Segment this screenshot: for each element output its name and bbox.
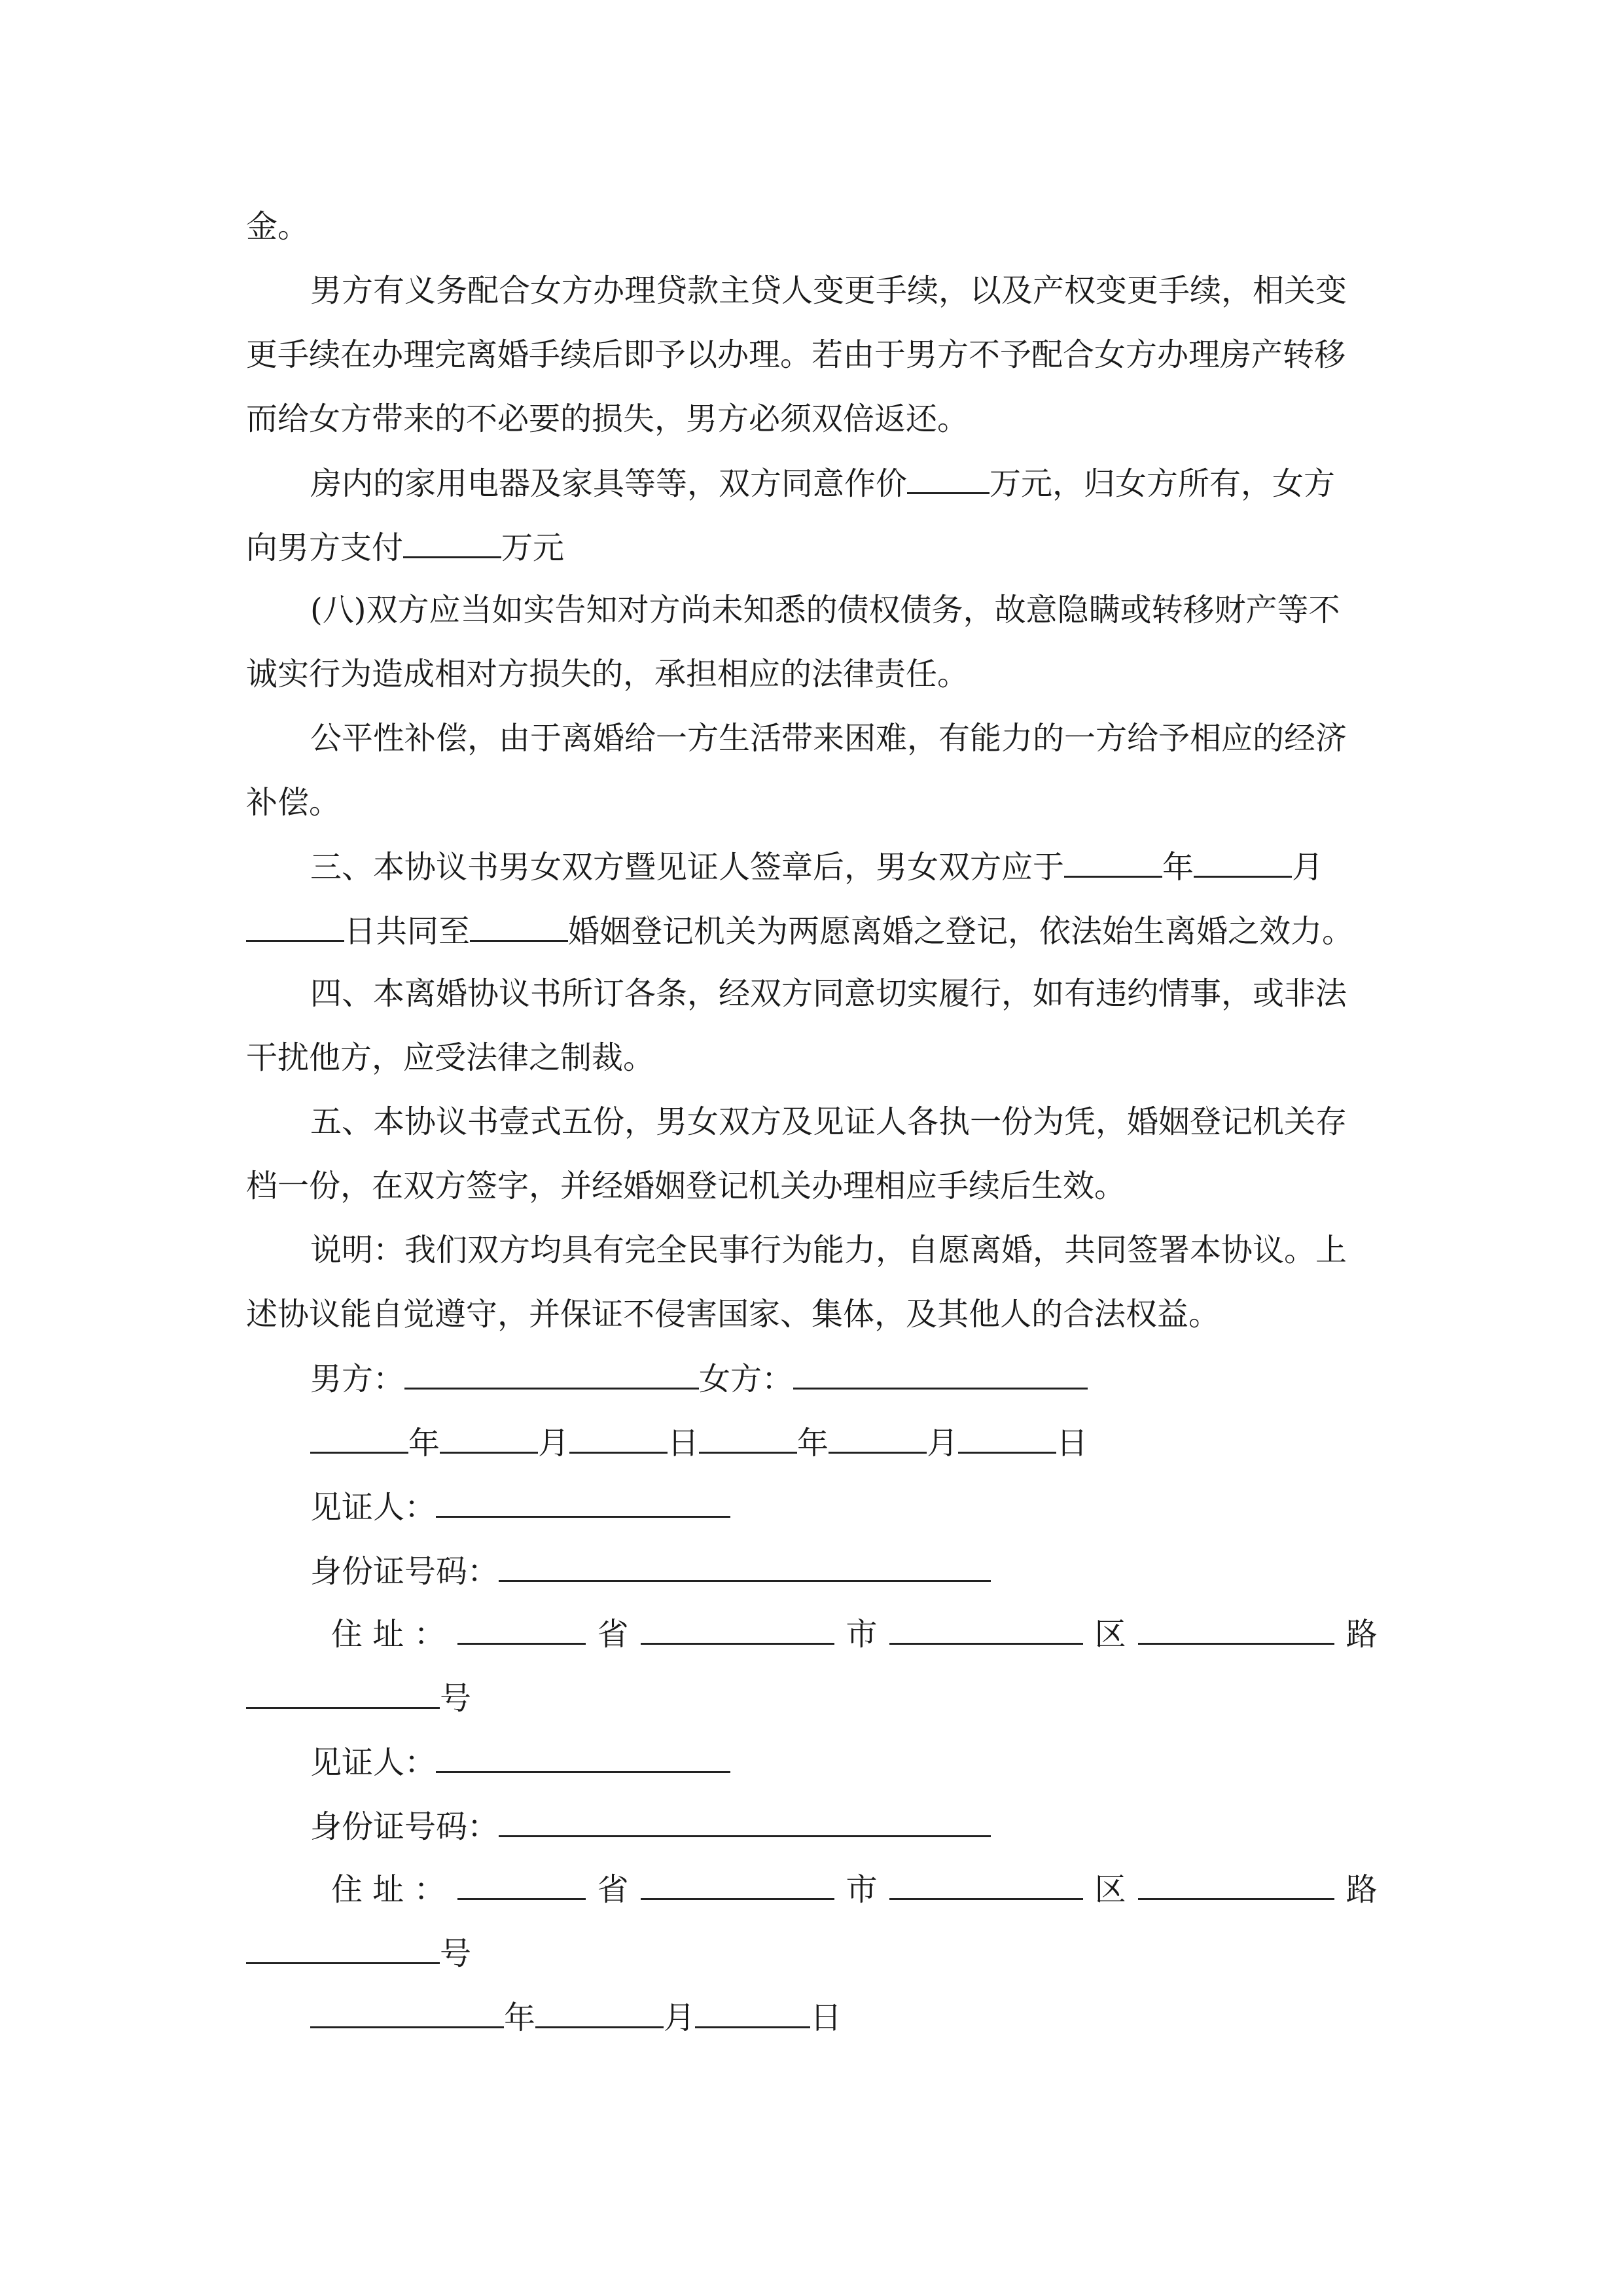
witness1-id-line	[310, 1551, 991, 1590]
female-year-field[interactable]	[699, 1423, 797, 1454]
text: 月	[1292, 849, 1324, 886]
final-month-field[interactable]	[535, 1998, 664, 2028]
witness2-id-field[interactable]	[499, 1806, 991, 1837]
road-field[interactable]	[1138, 1869, 1334, 1900]
paragraph-line	[246, 783, 340, 822]
witness2-name-field[interactable]	[436, 1742, 730, 1773]
signature-line	[310, 1359, 1088, 1398]
witness1-line	[310, 1487, 730, 1526]
female-month-field[interactable]	[829, 1423, 927, 1454]
text: 号	[440, 1935, 472, 1972]
text: 述协议能自觉遵守，并保证不侵害国家、集体，及其他人的合法权益。	[246, 1296, 1221, 1333]
text: 更手续在办理完离婚手续后即予以办理。若由于男方不予配合女方办理房产转移	[246, 336, 1346, 373]
witness1-number-line	[246, 1678, 471, 1717]
text: 房内的家用电器及家具等等，双方同意作价	[310, 465, 908, 502]
paragraph-line	[310, 1102, 1347, 1141]
house-number-field[interactable]	[246, 1678, 440, 1709]
paragraph-line	[246, 1038, 654, 1077]
text: 男方有义务配合女方办理贷款主贷人变更手续，以及产权变更手续，相关变	[310, 272, 1347, 309]
district-field[interactable]	[889, 1614, 1083, 1645]
text: 年	[504, 2000, 536, 2036]
male-day-field[interactable]	[569, 1423, 668, 1454]
witness2-number-line	[246, 1933, 471, 1973]
witness-label: 见证人：	[310, 1489, 437, 1526]
paragraph-line	[246, 1166, 1126, 1206]
paragraph-line	[310, 463, 1335, 503]
text: 市	[846, 1616, 878, 1653]
male-month-field[interactable]	[440, 1423, 538, 1454]
house-number-field[interactable]	[246, 1933, 440, 1964]
road-field[interactable]	[1138, 1614, 1334, 1645]
paragraph-line	[310, 974, 1347, 1013]
male-signature-field[interactable]	[404, 1359, 699, 1390]
text: 省	[597, 1871, 629, 1908]
paragraph-line	[310, 271, 1347, 310]
text: 月	[538, 1425, 570, 1462]
text: 省	[597, 1616, 629, 1653]
text: 档一份，在双方签字，并经婚姻登记机关办理相应手续后生效。	[246, 1168, 1126, 1204]
witness2-id-line	[310, 1806, 991, 1846]
paragraph-line	[310, 719, 1347, 758]
female-signature-field[interactable]	[793, 1359, 1088, 1390]
witness1-name-field[interactable]	[436, 1487, 730, 1518]
text: 年	[797, 1425, 829, 1462]
id-label: 身份证号码：	[310, 1553, 499, 1590]
paragraph-line	[246, 655, 969, 694]
text: 年	[1162, 849, 1194, 886]
text: 金。	[246, 208, 310, 245]
price-blank[interactable]	[907, 463, 990, 494]
paragraph-line	[246, 207, 309, 246]
text: 区	[1094, 1616, 1126, 1653]
month-blank[interactable]	[1194, 847, 1292, 878]
paragraph-line	[246, 528, 564, 567]
text: 向男方支付	[246, 529, 404, 566]
paragraph-line	[310, 1230, 1347, 1270]
text: 区	[1094, 1871, 1126, 1908]
male-year-field[interactable]	[310, 1423, 408, 1454]
paragraph-line	[246, 399, 969, 439]
text: 万元	[501, 529, 565, 566]
district-field[interactable]	[889, 1869, 1083, 1900]
witness1-address-line	[331, 1614, 1378, 1653]
address-label: 住 址 ：	[331, 1871, 446, 1908]
text: 路	[1346, 1871, 1378, 1908]
year-blank[interactable]	[1064, 847, 1162, 878]
text: 日	[810, 2000, 842, 2036]
text: 路	[1346, 1616, 1378, 1653]
paragraph-line	[310, 847, 1323, 886]
witness2-line	[310, 1742, 730, 1782]
text: 月	[927, 1425, 959, 1462]
text: 市	[846, 1871, 878, 1908]
id-label: 身份证号码：	[310, 1808, 499, 1845]
text: 婚姻登记机关为两愿离婚之登记，依法始生离婚之效力。	[568, 913, 1354, 950]
text: 月	[664, 2000, 696, 2036]
text: 五、本协议书壹式五份，男女双方及见证人各执一份为凭，婚姻登记机关存	[310, 1103, 1347, 1140]
witness-label: 见证人：	[310, 1744, 437, 1781]
text: 号	[440, 1680, 472, 1717]
signature-date-line	[310, 1423, 1088, 1462]
text: (八)双方应当如实告知对方尚未知悉的债权债务，故意隐瞒或转移财产等不	[310, 592, 1340, 628]
text: 年	[408, 1425, 440, 1462]
payment-blank[interactable]	[403, 528, 501, 558]
final-date-line	[310, 1998, 842, 2037]
text: 补偿。	[246, 784, 341, 821]
text: 日	[668, 1425, 700, 1462]
text: 公平性补偿，由于离婚给一方生活带来困难，有能力的一方给予相应的经济	[310, 720, 1347, 757]
final-year-field[interactable]	[310, 1998, 504, 2028]
text: 诚实行为造成相对方损失的，承担相应的法律责任。	[246, 656, 969, 692]
witness2-address-line	[331, 1869, 1378, 1909]
city-field[interactable]	[641, 1869, 834, 1900]
male-label: 男方：	[310, 1361, 405, 1397]
text: 四、本离婚协议书所订各条，经双方同意切实履行，如有违约情事，或非法	[310, 975, 1347, 1012]
paragraph-line	[246, 335, 1346, 374]
text: 万元，归女方所有，女方	[990, 465, 1336, 502]
day-blank[interactable]	[246, 911, 344, 942]
paragraph-line	[310, 590, 1340, 630]
text: 干扰他方，应受法律之制裁。	[246, 1039, 655, 1076]
witness1-id-field[interactable]	[499, 1551, 991, 1582]
text: 三、本协议书男女双方暨见证人签章后，男女双方应于	[310, 849, 1065, 886]
final-day-field[interactable]	[695, 1998, 810, 2028]
address-label: 住 址 ：	[331, 1616, 446, 1653]
text: 日	[1056, 1425, 1088, 1462]
female-day-field[interactable]	[958, 1423, 1056, 1454]
city-field[interactable]	[641, 1614, 834, 1645]
female-label: 女方：	[699, 1361, 794, 1397]
registry-blank[interactable]	[470, 911, 568, 942]
province-field[interactable]	[457, 1869, 586, 1900]
paragraph-line	[246, 1295, 1220, 1334]
text: 日共同至	[344, 913, 471, 950]
province-field[interactable]	[457, 1614, 586, 1645]
paragraph-line	[246, 911, 1353, 950]
text: 而给女方带来的不必要的损失，男方必须双倍返还。	[246, 401, 969, 437]
text: 说明：我们双方均具有完全民事行为能力，自愿离婚，共同签署本协议。上	[310, 1232, 1347, 1268]
